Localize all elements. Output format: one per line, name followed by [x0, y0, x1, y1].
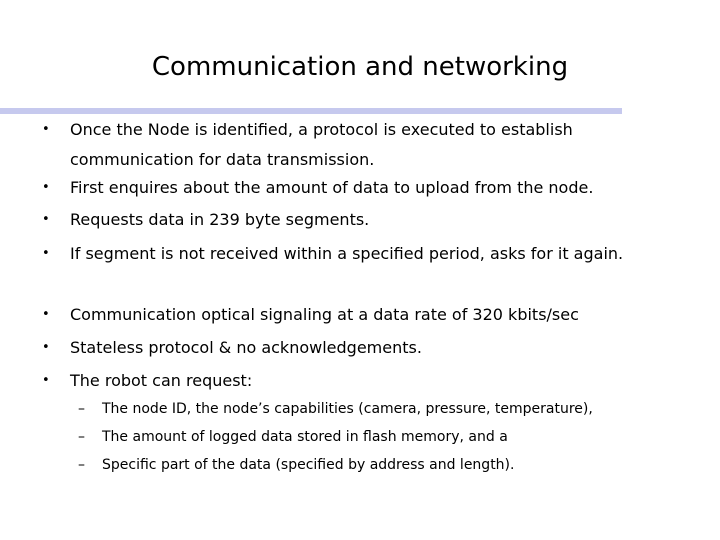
sub-bullet-text: The node ID, the node’s capabilities (camera, pressure, temperature),: [102, 401, 593, 417]
bullet-text: Communication optical signaling at a data rate of 320 kbits/sec: [70, 305, 579, 324]
bullet-text: Requests data in 239 byte segments.: [70, 210, 370, 229]
bullet-text: The robot can request:: [70, 371, 253, 390]
bullet-icon: •: [42, 340, 50, 355]
bullet-icon: •: [42, 122, 50, 137]
bullet-icon: •: [42, 246, 50, 261]
bullet-icon: •: [42, 307, 50, 322]
dash-icon: –: [78, 457, 85, 473]
dash-icon: –: [78, 401, 85, 417]
slide-title: Communication and networking: [151, 52, 569, 82]
bullet-text: Once the Node is identified, a protocol is executed to establish communication for data transmission.: [70, 120, 573, 169]
bullet-icon: •: [42, 373, 50, 388]
bullet-text: Stateless protocol & no acknowledgements.: [70, 338, 422, 357]
bullet-icon: •: [42, 212, 50, 227]
sub-bullet-text: Specific part of the data (specified by address and length).: [102, 457, 515, 473]
sub-bullet-text: The amount of logged data stored in flash memory, and a: [102, 429, 508, 445]
bullet-text: If segment is not received within a specified period, asks for it again.: [70, 244, 624, 263]
bullet-text: First enquires about the amount of data to upload from the node.: [70, 178, 594, 197]
dash-icon: –: [78, 429, 85, 445]
bullet-icon: •: [42, 180, 50, 195]
